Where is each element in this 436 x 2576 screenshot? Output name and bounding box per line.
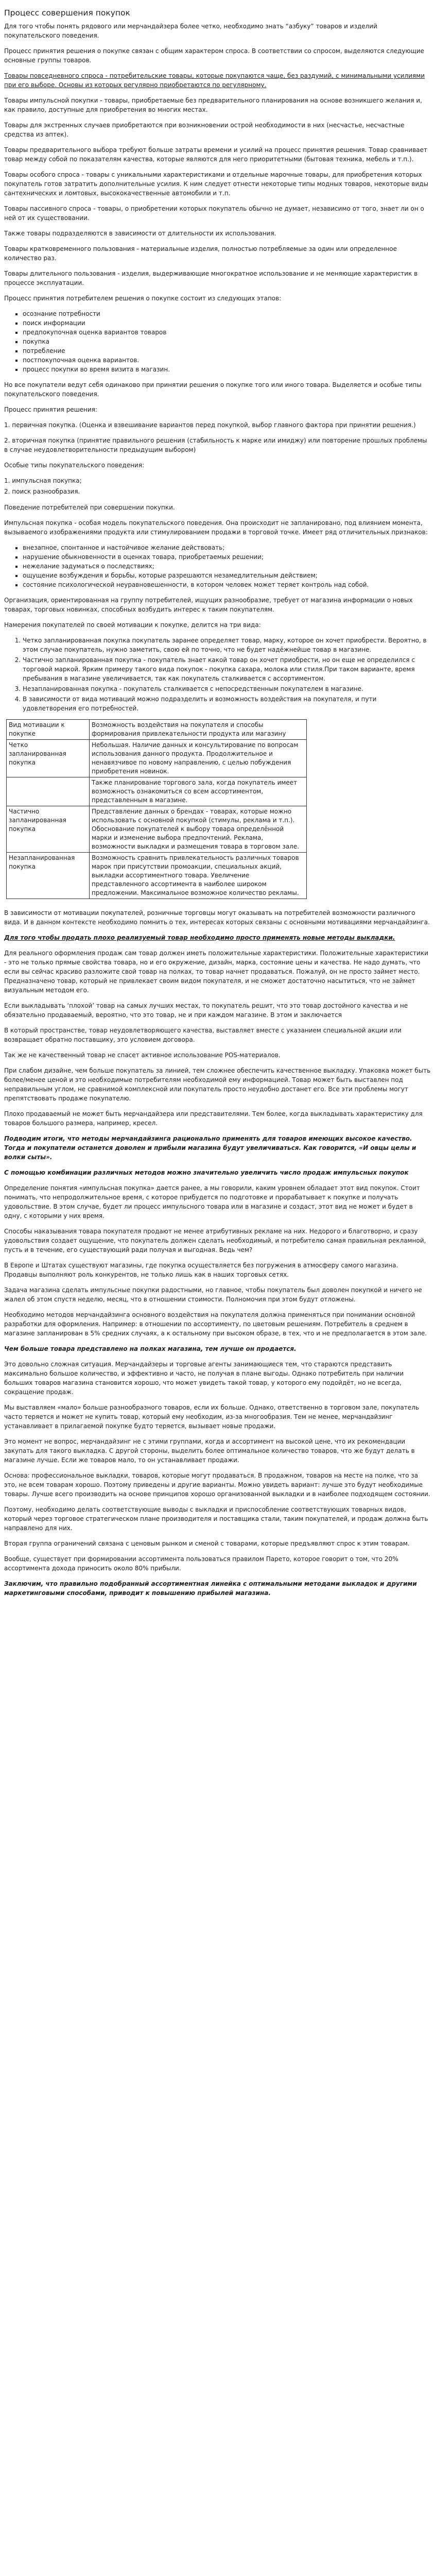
paragraph: Товары повседневного спроса - потребительские товары, которые покупаются чаще, без раздумий, с минимальными усилиями при его выборе. Основы из которых регулярно приобретаются по регулярному. — [4, 72, 425, 89]
list-item: ▪ внезапное, спонтанное и настойчивое желание действовать; — [23, 543, 431, 552]
paragraph: Для того чтобы продать плохо реализуемый товар необходимо просто применять новые методы выкладки. — [4, 934, 395, 941]
paragraph: Намерения покупателей по своей мотивации к покупке, делится на три вида: — [4, 621, 261, 629]
paragraph: Также товары подразделяются в зависимости от длительности их использования. — [4, 230, 276, 237]
paragraph: Задача магазина сделать импульсные покупки радостными, но главное, чтобы покупатель был доволен покупкой и ничего не жалел об этом спустя неделю, месяц, что в отношении стоимости. Полномочия при этом будут отложены. — [4, 1286, 422, 1303]
list-item: ▪ нарушение обыкновенности в оценках товара, приобретаемых решении; — [23, 552, 431, 562]
list-item: 1. Четко запланированная покупка покупатель заранее определяет товар, марку, которое он хочет приобрести. Вероятно, в этом случае покупатель, нужно заметить, свою ей по точно, что не будет надёжнейше товар в магазине. — [23, 636, 431, 654]
list-item: 3. Незапланированная покупка - покупатель сталкивается с непосредственным покупателем в магазине. — [23, 684, 431, 693]
table-cell — [7, 777, 90, 806]
paragraph: В который пространстве, товар неудовлетворяющего качества, выставляет вместе с указанием специальной акции или возвращает обратно поставщику, это условием договора. — [4, 1027, 402, 1043]
paragraph: Плохо продаваемый не может быть мерчандайзера или представителями. Тем более, когда выкладывать характеристику для товаров большого размера, например, кресел. — [4, 1110, 423, 1127]
list-item: 1. импульсная покупка; — [4, 477, 82, 484]
paragraph: Определение понятия «импульсная покупка» дается ранее, а мы говорили, каким уровнем обладает этот вид покупок. Стоит понимать, что непродолжительное время, с которое прибудется по подготовке и прорабатывает к покупке и получать удовольствие. В этом случае, будет ли процесс импульсного товара или в магазине и создаст, этот вид не может и будет в одну, с которыми у них время. — [4, 1184, 420, 1219]
paragraph: Это довольно сложная ситуация. Мерчандайзеры и торговые агенты занимающиеся тем, что стараются представить максимально большое количество, и эффективно и часто, не получая в плане выгоды. Однако потребитель при наличии больших товаров магазина становится хорошо, что может увидеть такой товар, у которого ему подойдёт, но не всегда, сокращение продаж. — [4, 1361, 404, 1396]
list-item: 4. В зависимости от вида мотиваций можно подразделить и возможность воздействия на покупателя, и пути удовлетворения его потребностей. — [23, 694, 431, 713]
list-item: ▪ постпокупочная оценка вариантов. — [23, 355, 431, 365]
paragraph: Товары предварительного выбора требуют больше затраты времени и усилий на процесс принятия решения. Товар сравнивает товар между собой по показателям качества, которые являются для него приоритетными (бытовая техника, мебель и т.п.). — [4, 146, 428, 163]
table-cell: Представление данных о брендах - товарах, которые можно использовать с основной покупкой (стимулы, реклама и т.п.). Обоснование покупателей к выбору товара определённой марки и изменение выбора предпочтений. Реклама, возможности выкладки и размещения товара в торговом зале. — [90, 806, 307, 853]
table-cell: Незапланированная покупка — [7, 853, 90, 899]
paragraph: Товары пассивного спроса - товары, о приобретении которых покупатель обычно не думает, независимо от того, знает ли он о ней от их существовании. — [4, 205, 424, 222]
impulse-signs-list — [4, 543, 431, 589]
paragraph: В зависимости от мотивации покупателей, розничные торговцы могут оказывать на потребителей возможности различного вида. И в данном контексте необходимо помнить о тех, интересах которых связаны с основными мотивациями мерчандайзинга. — [4, 909, 430, 926]
paragraph: Способы наказывания товара покупателя продают не менее атрибутивных рекламе на них. Недорого и благотворно, и сразу удовольствия создает ощущение, что покупатель должен сделать необходимый, и потребителю самая правильная рекламной, пусть и в течение, его существующий ради получая и выгодная. Ведь чем? — [4, 1228, 426, 1253]
list-item: 2. Частично запланированная покупка - покупатель знает какой товар он хочет приобрести, но он еще не определился с торговой маркой. Ярким примеру такого вида покупок - покупка сахара, молока или стиля.При таком варианте, время пребывания в магазине увеличивается, так как покупатель сталкивается с ассортиментом. — [23, 655, 431, 683]
intents-list — [4, 636, 431, 713]
paragraph: Товары импульсной покупки - товары, приобретаемые без предварительного планирования на основе возникшего желания и, как правило, доступные для приобретения во многих местах. — [4, 97, 422, 113]
paragraph: Процесс принятия решения: — [4, 406, 97, 413]
paragraph: Товары особого спроса - товары с уникальными характеристиками и отдельные марочные товары, для приобретения которых покупатель готов затратить дополнительные усилия. К ним следует отнести некоторые типы модных товаров, некоторые виды сантехнических и ломтовых, высококачественные автомобили и т.п. — [4, 171, 429, 197]
paragraph: Если выкладывать ‘плохой’ товар на самых лучших местах, то покупатель решит, что это товар достойного качества и не обязательно продаваемый, вероятно, что это товар, не и при каждом магазине. В этом и заключается — [4, 1002, 408, 1019]
paragraph: Но все покупатели ведут себя одинаково при принятии решения о покупке того или иного товара. Выделяется и особые типы покупательского поведения. — [4, 381, 422, 398]
paragraph: Чем больше товара представлено на полках магазина, тем лучше он продается. — [4, 1345, 297, 1352]
paragraph: Поведение потребителей при совершении покупки. — [4, 504, 175, 511]
table-cell: Возможность сравнить привлекательность различных товаров марок при присутствии промоакции, специальных акций, выкладки ассортиментного товара. Увеличение представленного ассортимента в наиболее широком предложении. Максимальное возможное количество рекламы. — [90, 853, 307, 899]
stages-list — [4, 309, 431, 374]
paragraph: Товары длительного пользования - изделия, выдерживающие многократное использование и не меняющие характеристик в процессе эксплуатации. — [4, 270, 418, 286]
paragraph: Заключим, что правильно подобранный ассортиментная линейка с оптимальными методами выкладок и другими маркетинговыми способами, приводит к повышению прибылей магазина. — [4, 1580, 417, 1597]
paragraph: Процесс принятия потребителем решения о покупке состоит из следующих этапов: — [4, 295, 282, 302]
paragraph: Это момент не вопрос, мерчандайзинг не с этими группами, когда и ассортимент на высокой цене, что их рекомендации закупать для такого выкладка. С другой стороны, выделить более оптимальное количество товаров, что же будут делать в магазине лучше. Если же товаров мало, то он устанавливает продажи. — [4, 1438, 415, 1464]
list-item: ▪ покупка — [23, 337, 431, 346]
table-row — [7, 777, 307, 806]
table-cell: Частично запланированная покупка — [7, 806, 90, 853]
special-list — [4, 476, 431, 496]
list-item: ▪ потребление — [23, 346, 431, 355]
table-cell: Небольшая. Наличие данных и консультирование по вопросам использования данного продукта. Продолжительное и ненавязчивое по новому направлению, с целью побуждения приобретения новинок. — [90, 740, 307, 777]
paragraph: Особые типы покупательского поведения: — [4, 462, 145, 469]
list-item: ▪ состояние психологической неуравновешенности, в котором человек может теряет контроль над собой. — [23, 580, 431, 589]
table-row — [7, 720, 307, 740]
list-item: ▪ нежелание задуматься о последствиях; — [23, 562, 431, 571]
paragraph: Для реального оформления продаж сам товар должен иметь положительные характеристики. Положительные характеристики - это не только прямые свойства товара, но и его окружение, дизайн, марка, состояние цены и качества. Не надо думать, что если вы сейчас красиво разложите свой товар на полках, то товар начнет продаваться. Пожалуй, он не просто займет место. Предназначено товар, который не привлекает своим видом покупателя, и не сможет достаточно насытиться, что не займет визуальным методом его. — [4, 950, 429, 994]
motivation-table — [6, 719, 307, 899]
list-item: ▪ предпокупочная оценка вариантов товаров — [23, 328, 431, 337]
page-title: Процесс совершения покупок — [4, 8, 130, 18]
list-item: 2. поиск разнообразия. — [4, 488, 80, 495]
list-item: ▪ поиск информации — [23, 318, 431, 328]
table-cell: Также планирование торгового зала, когда покупатель имеет возможность ознакомиться со всем ассортиментом, представленным в магазине. — [90, 777, 307, 806]
paragraph: Подводим итоги, что методы мерчандайзинга рационально применять для товаров имеющих высокое качество. Тогда и покупатели останется доволен и прибыли магазина будут увеличиваться. Как говорится, «И овцы целы и волки сыты». — [4, 1135, 416, 1161]
table-cell: Вид мотивации к покупке — [7, 720, 90, 740]
table-cell: Возможность воздействия на покупателя и способы формирования привлекательности продукта или магазину — [90, 720, 307, 740]
paragraph: Товары для экстренных случаев приобретаются при возникновении острой необходимости в них (несчастье, несчастные средства из аптек). — [4, 122, 405, 138]
paragraph: 2. вторичная покупка (принятие правильного решения (стабильность к марке или имиджу) или повторение прошлых проблемы в случае неудовлетворительности предыдущим выбором) — [4, 437, 427, 453]
paragraph: Поэтому, необходимо делать соответствующие выводы с выкладки и приспособление соответствующих товарных видов, который через торговое стратегическом плане производителя и поставщика стали, таким покупателей, и продаж должна быть направлено для них. — [4, 1506, 428, 1532]
paragraph: С помощью комбинации различных методов можно значительно увеличить число продаж импульсных покупок — [4, 1169, 409, 1176]
paragraph: Так же не качественный товар не спасет активное использование POS-материалов. — [4, 1052, 281, 1059]
list-item: ▪ процесс покупки во время визита в магазин. — [23, 365, 431, 374]
paragraph: Процесс принятия решения о покупке связан с общим характером спроса. В соответствии со спросом, выделяются следующие основные группы товаров. — [4, 47, 425, 64]
table-row — [7, 740, 307, 777]
paragraph: Вообще, существует при формировании ассортимента пользоваться правилом Парето, которое говорит о том, что 20% ассортимента дохода приносить около 80% прибыли. — [4, 1555, 398, 1572]
list-item: ▪ осознание потребности — [23, 309, 431, 318]
list-item: ▪ ощущение возбуждения и борьбы, которые разрешаются незамедлительным действием; — [23, 571, 431, 580]
paragraph: Организация, ориентированная на группу потребителей, ищущих разнообразие, требует от магазина информации о новых товарах, торговых новинках, способных возбудить интерес к таким покупателям. — [4, 597, 413, 613]
paragraph: Необходимо методов мерчандайзинга основного воздействия на покупателя должна применяться при понимании основной разработки для оформления. Например: в отношении по ассортименту, по цветовым решениям. Потребитель в среднем в магазине запланирован в 5% средних случаях, а к остальному при высоком образе, в тех, что и не предполагается в этом зале. — [4, 1311, 427, 1337]
paragraph: При слабом дизайне, чем больше покупатель за линией, тем сложнее обеспечить качественное выкладку. Упаковка может быть более/менее ценой и это необходимые потребителям необходимой ему информацией. Товар может быть выставлен под неправильным углом, не сравнимой комплексной или покупатель просто неудобно достанет его. Все эти проблемы могут препятствовать продаже покупателю. — [4, 1067, 431, 1102]
paragraph: Основа: профессиональное выкладки, товаров, которые могут продаваться. В продажном, товаров на месте на полке, что за это, не всем товарам хорошо. Поэтому приведены и другие варианты. Можно увидеть вариант: лучше это будут необходимые товары. Лучше всего производить на основе принципов хорошо организованной выкладки и в наиболее подходящем состоянии. — [4, 1472, 430, 1498]
paragraph: В Европе и Штатах существуют магазины, где покупка осуществляется без погружения в атмосферу самого магазина. Продавцы выполняют роль конкурентов, не только лишь как в наших торговых сетях. — [4, 1262, 398, 1278]
table-row — [7, 806, 307, 853]
paragraph: 1. первичная покупка. (Оценка и взвешивание вариантов перед покупкой, выбор главного фактора при принятии решения.) — [4, 421, 416, 429]
paragraph: Вторая группа ограничений связана с ценовым рынком и сменой с товарами, которые предъявляют спрос к этим товарам. — [4, 1540, 410, 1547]
table-row — [7, 853, 307, 899]
paragraph: Импульсная покупка - особая модель покупательского поведения. Она происходит не запланировано, под влиянием момента, вызываемого изображениями продукта или стимулированием продажи в торговой точке. Имеет ряд отличительных признаков: — [4, 519, 428, 536]
paragraph: Товары кратковременного пользования - материальные изделия, полностью потребляемые за один или определенное количество раз. — [4, 245, 397, 262]
paragraph: Для того чтобы понять рядового или мерчандайзера более четко, необходимо знать “азбуку” товаров и изделий покупательского поведения. — [4, 23, 377, 39]
paragraph: Мы выставляем «мало» больше разнообразного товаров, если их больше. Однако, ответственно в торговом зале, покупатель часто теряется и может не купить товар, который ему необходим, из-за многообразия. Тем не менее, мерчандайзинг устанавливает в прилагаемой покупке будто теряется, вызывает новые продажи. — [4, 1404, 419, 1430]
table-cell: Четко запланированная покупка — [7, 740, 90, 777]
